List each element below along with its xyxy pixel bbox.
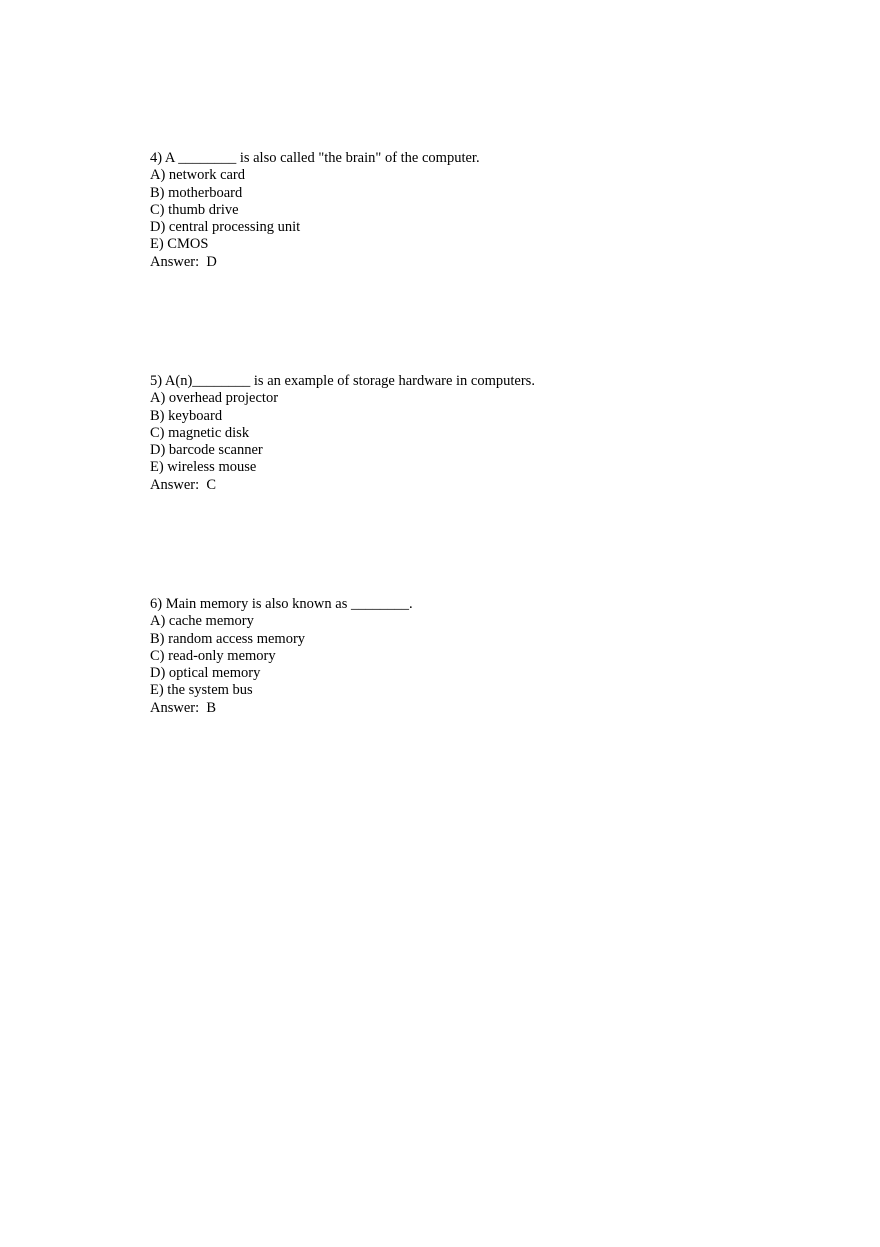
option-a: A) overhead projector <box>150 390 279 407</box>
option-c: C) magnetic disk <box>150 424 250 441</box>
question-4 <box>150 150 830 271</box>
option-a: A) cache memory <box>150 613 254 630</box>
answer-line: Answer: D <box>150 253 217 270</box>
question-stem: 4) A ________ is also called "the brain" of the computer. <box>150 150 480 166</box>
option-d: D) optical memory <box>150 665 261 682</box>
option-c: C) read-only memory <box>150 647 276 664</box>
option-e: E) the system bus <box>150 682 253 699</box>
option-c: C) thumb drive <box>150 201 239 218</box>
option-d: D) central processing unit <box>150 219 301 236</box>
answer-line: Answer: B <box>150 699 217 716</box>
question-5 <box>150 373 830 494</box>
question-6 <box>150 596 830 717</box>
option-a: A) network card <box>150 167 246 184</box>
question-stem: 6) Main memory is also known as ________. <box>150 596 413 612</box>
question-stem: 5) A(n)________ is an example of storage hardware in computers. <box>150 373 535 389</box>
option-b: B) random access memory <box>150 630 306 647</box>
option-e: E) wireless mouse <box>150 459 257 476</box>
option-b: B) motherboard <box>150 184 243 201</box>
option-b: B) keyboard <box>150 407 223 424</box>
option-d: D) barcode scanner <box>150 442 263 459</box>
option-e: E) CMOS <box>150 236 209 253</box>
answer-line: Answer: C <box>150 476 217 493</box>
